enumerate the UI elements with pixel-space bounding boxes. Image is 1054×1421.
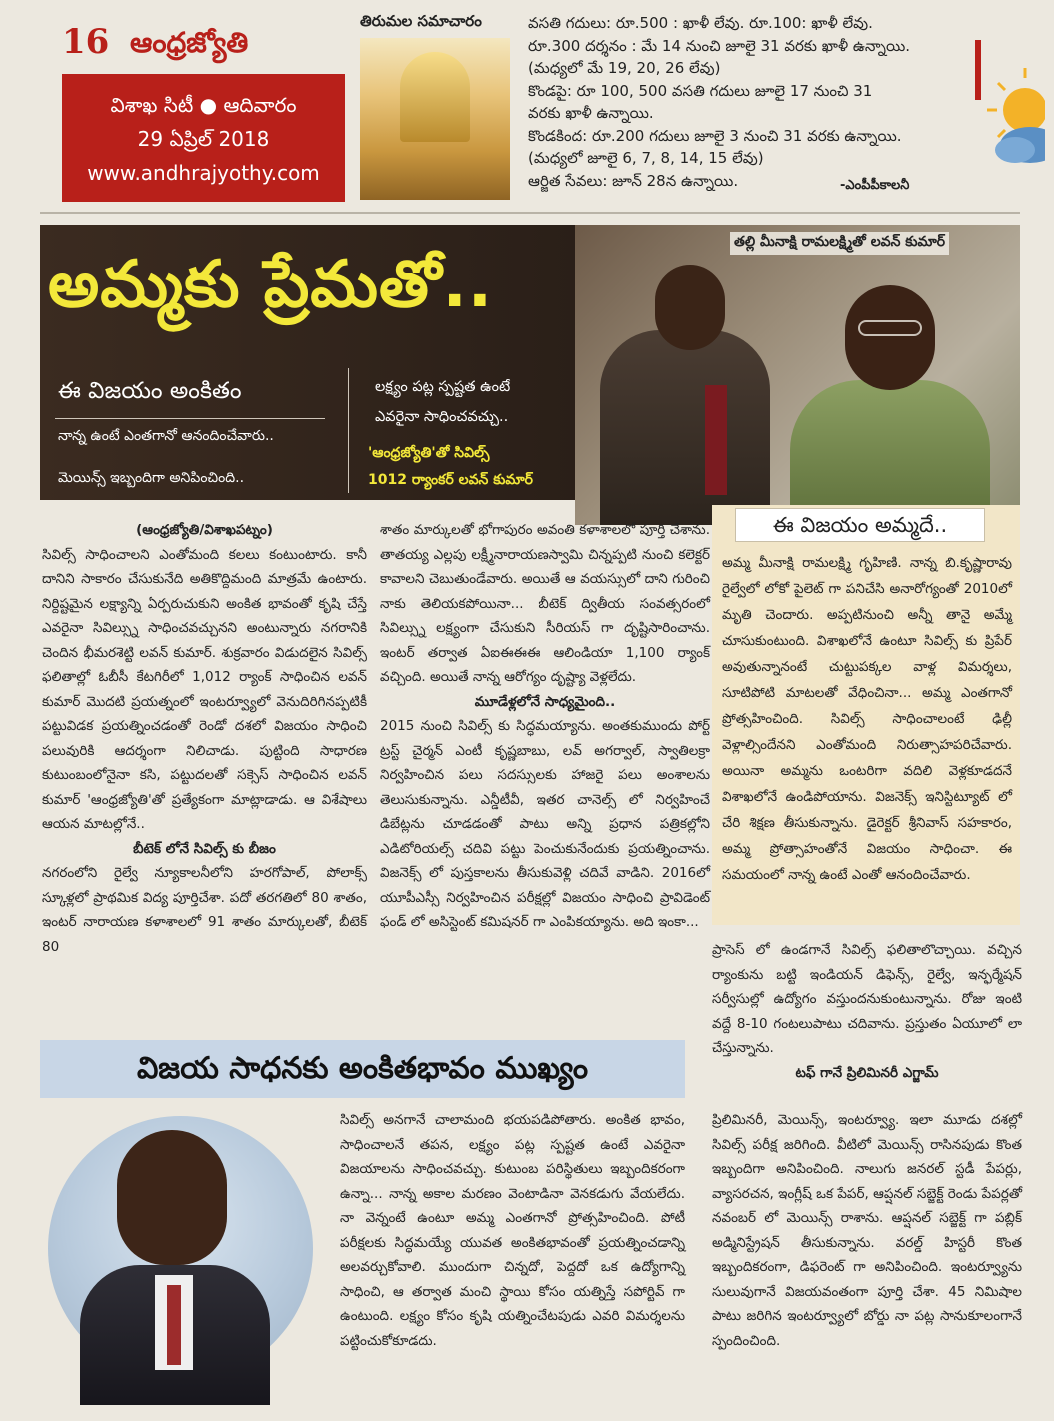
photo-man-tie xyxy=(705,385,727,495)
portrait-head xyxy=(117,1130,227,1265)
sidebar-text: అమ్మ మీనాక్షి రామలక్ష్మి గృహిణి. నాన్న బి.కృష్ణారావు రైల్వేలో లోకో పైలెట్ గా పనిచేసి అనారోగ్యంతో 2010లో మృతి చెందారు. అప్పటినుంచి అన్నీ తానై అమ్మే చూసుకుంటుంది. విశాఖలోనే ఉంటూ సివిల్స్ కు ప్రిపేర్ అవుతున్నానంటే చుట్టుపక్కల వాళ్ల విమర్శలు, సూటిపోటి మాటలతో వేధించినా... అమ్మ ఎంతగానో ప్రోత్సహించింది. సివిల్స్ సాధించాలంటే ఢిల్లీ వెళ్లాల్సిందేనని ఎంతోమంది నిరుత్సాహపరిచేవారు. అయినా అమ్మను ఒంటరిగా వదిలి వెళ్లకూడదనే విశాఖలోనే ఉండిపోయాను. విజనెక్స్ ఇనిస్టిట్యూట్ లో చేరి శిక్షణ తీసుకున్నాను. డైరెక్టర్ శ్రీనివాస్ సహకారం, అమ్మ ప్రోత్సాహంతోనే విజయం సాధించా. ఈ సమయంలో నాన్న ఉంటే ఎంతో ఆనందించేవారు. xyxy=(722,555,1012,883)
photo-woman-body xyxy=(790,380,990,525)
tirumala-credit: -ఎంపీపీకాలనీ xyxy=(840,178,910,193)
photo-woman-head xyxy=(845,285,935,390)
ranker-line: 'ఆంధ్రజ్యోతి'తో సివిల్స్ xyxy=(368,445,490,461)
tirumala-line: (మధ్యలో జూలై 6, 7, 8, 14, 15 లేవు) xyxy=(528,149,764,167)
article-paragraph: నగరంలోని రైల్వే న్యూకాలనీలోని హరగోపాల్, పోలాక్స్ స్కూళ్లలో ప్రాథమిక విద్య పూర్తిచేశా. పదో తరగతిలో 80 శాతం, ఇంటర్ నారాయణ కళాశాలలో 91 శాతం మార్కులతో, బీటెక్ 80 xyxy=(42,865,367,955)
tirumala-line: ఆర్జిత సేవలు: జూన్ 28న ఉన్నాయి. xyxy=(528,171,739,190)
subheading: మూడేళ్లలోనే సాధ్యమైంది.. xyxy=(474,693,616,710)
article-column-2 xyxy=(380,518,710,935)
edition-box xyxy=(62,74,345,202)
article-paragraph: ప్రాసెస్ లో ఉండగానే సివిల్స్ ఫలితాలొచ్చాయి. వచ్చిన ర్యాంకును బట్టి ఇండియన్ డిఫెన్స్, రైల్వే, ఇన్ఫర్మేషన్ సర్వీసుల్లో ఉద్యోగం వస్తుందనుకుంటున్నాను. రోజు ఇంటి వద్దే 8-10 గంటలుపాటు చదివాను. ప్రస్తుతం ఏయూలో లా చేస్తున్నాను. xyxy=(712,942,1022,1056)
tirumala-info xyxy=(528,12,948,192)
tirumala-line: వరకు ఖాళీ ఉన్నాయి. xyxy=(528,104,654,122)
website-link: www.andhrajyothy.com xyxy=(87,161,320,185)
hero-deck-line: మెయిన్స్ ఇబ్బందిగా అనిపించింది.. xyxy=(58,470,245,486)
article-column-1 xyxy=(42,518,367,959)
bottom-text: సివిల్స్ అనగానే చాలామంది భయపడిపోతారు. అంకిత భావం, సాధించాలనే తపన, లక్ష్యం పట్ల స్పష్టత ఉంటే ఎవరైనా విజయాలను సాధించవచ్చు. కుటుంబ పరిస్థితులు ఇబ్బందికరంగా ఉన్నా... నాన్న అకాల మరణం వెంటాడినా వెనకడుగు వేయలేదు. నా వెన్నంటే ఉంటూ అమ్మ ఎంతగానో ప్రోత్సహించింది. పోటీ పరీక్షలకు సిద్ధమయ్యే యువత అంకితభావంతో ప్రయత్నించడాన్ని అలవర్చుకోవాలి. ముందుగా చిన్నదో, పెద్దదో ఒక ఉద్యోగాన్ని సాధించి, ఆ తర్వాత మంచి స్థాయి కోసం యత్నిస్తే సపోర్టివ్ గా ఉంటుంది. లక్ష్యం కోసం కృషి యత్నించేటపుడు ఎవరి విమర్శలను పట్టించుకోకూడదు. xyxy=(340,1112,685,1349)
headline-kicker: ఈ విజయం అంకితం xyxy=(58,378,242,404)
sidebar-title: ఈ విజయం అమ్మదే.. xyxy=(735,508,985,542)
article-paragraph: సివిల్స్ సాధించాలని ఎంతోమంది కలలు కంటుంటారు. కానీ దానిని సాకారం చేసుకునేది అతికొద్దిమంది మాత్రమే ఉంటారు. నిర్దిష్టమైన లక్ష్యాన్ని ఏర్పరుచుకుని అంకిత భావంతో కృషి చేస్తే ఎవరైనా సివిల్స్ను సాధించవచ్చునని అంటున్నారు నగరానికి చెందిన భీమరశెట్టి లవన్ కుమార్. శుక్రవారం విడుదలైన సివిల్స్ ఫలితాల్లో ఓబీసీ కేటగిరీలో 1,012 ర్యాంక్ సాధించిన లవన్ కుమార్ మొదటి ప్రయత్నంలో ఇంటర్వ్యూలో వెనుదిరిగినప్పటికీ పట్టువిడక ప్రయత్నించడంతో రెండో దశలో విజయం సాధించి పలువురికి ఆదర్శంగా నిలిచాడు. పుట్టింది సాధారణ కుటుంబంలోనైనా కసి, పట్టుదలతో సక్సెస్ సాధించిన లవన్ కుమార్ 'ఆంధ్రజ్యోతి'తో ప్రత్యేకంగా మాట్లాడాడు. ఆ విశేషాలు ఆయన మాటల్లోనే.. xyxy=(42,546,367,832)
portrait-tie xyxy=(167,1285,181,1365)
edition-date: 29 ఏప్రిల్ 2018 xyxy=(137,127,270,151)
page-number: 16 xyxy=(62,22,110,62)
kicker-divider xyxy=(55,418,325,419)
pull-quote-line: లక్ష్యం పట్ల స్పష్టత ఉంటే xyxy=(375,379,511,395)
main-headline: అమ్మకు ప్రేమతో.. xyxy=(48,248,494,322)
tirumala-line: కొండపై: రూ 100, 500 వసతి గదులు జూలై 17 నుంచి 31 xyxy=(528,81,873,100)
article-paragraph: శాతం మార్కులతో భోగాపురం అవంతి కళాశాలలో పూర్తి చేశాను. తాతయ్య ఎల్లపు లక్ష్మీనారాయణస్వామి చిన్నప్పటి నుంచి కలెక్టర్ కావాలని చెబుతుండేవారు. అయితే ఆ వయస్సులో దాని గురించి నాకు తెలియకపోయినా... బీటెక్ ద్వితీయ సంవత్సరంలో సివిల్స్ను లక్ష్యంగా చేసుకుని సీరియస్ గా దృష్టిసారించాను. ఇంటర్ తర్వాత ఏఐఈఈఈ ఆలిండియా 1,100 ర్యాంక్ వచ్చింది. అయితే నాన్న ఆరోగ్యం దృష్ట్యా వెళ్లలేదు. xyxy=(380,522,710,685)
pull-quote-line: ఎవరైనా సాధించవచ్చు.. xyxy=(375,409,509,425)
edition-line: విశాఖ సిటీ ● ఆదివారం xyxy=(110,93,297,117)
ranker-line: 1012 ర్యాంకర్ లవన్ కుమార్ xyxy=(368,472,533,488)
photo-man-head xyxy=(655,265,725,350)
temple-dome-shape xyxy=(400,52,470,142)
hero-vertical-divider xyxy=(348,368,349,493)
article-paragraph: 2015 నుంచి సివిల్స్ కు సిద్ధమయ్యాను. అంతకుముందు పోర్ట్ ట్రస్ట్ చైర్మన్ ఎంటీ కృష్ణబాబు, లవ్ అగర్వాల్, స్వాతిలక్రా నిర్వహించిన పలు సదస్సులకు హాజరై పలు అంశాలను తెలుసుకున్నాను. ఎన్డీటీవీ, ఇతర చానెల్స్ లో నిర్వహించే డిబేట్లను చూడడంతో పాటు అన్ని ప్రధాన పత్రికల్లోని ఎడిటోరియల్స్ చదివి పట్టు పెంచుకునేందుకు ప్రయత్నించాను. విజనెక్స్ లో పుస్తకాలను తీసుకువెళ్లి చదివే వాడిని. 2016లో యూపీఎస్సీ నిర్వహించిన పరీక్షల్లో విజయం సాధించి ప్రావిడెంట్ ఫండ్ లో అసిస్టెంట్ కమిషనర్ గా ఎంపికయ్యాను. అది ఇంకా... xyxy=(380,718,710,930)
tirumala-line: వసతి గదులు: రూ.500 : ఖాళీ లేవు. రూ.100: ఖాళీ లేవు. xyxy=(528,14,873,32)
photo-caption: తల్లి మీనాక్షి రామలక్ష్మితో లవన్ కుమార్ xyxy=(730,232,949,255)
photo-woman-glasses xyxy=(858,320,922,336)
tirumala-line: రూ.300 దర్శనం : మే 14 నుంచి జూలై 31 వరకు ఖాళీ ఉన్నాయి. xyxy=(528,36,911,55)
dateline: (ఆంధ్రజ్యోతి/విశాఖపట్నం) xyxy=(136,522,273,538)
tirumala-title: తిరుమల సమాచారం xyxy=(360,12,482,30)
pull-quote xyxy=(375,372,510,432)
tirumala-line: (మధ్యలో మే 19, 20, 26 లేవు) xyxy=(528,59,721,77)
weather-icon xyxy=(975,40,1045,190)
article-column-5: ప్రిలిమినరీ, మెయిన్స్, ఇంటర్వ్యూ. ఇలా మూడు దశల్లో సివిల్స్ పరీక్ష జరిగింది. వీటిలో మెయిన్స్ రాసినపుడు కొంత ఇబ్బందిగా అనిపించింది. నాలుగు జనరల్ స్టడీ పేపర్లు, వ్యాసరచన, ఇంగ్లీష్ ఒక పేపర్, ఆప్షనల్ సబ్జెక్ట్ రెండు పేపర్లతో నవంబర్ లో మెయిన్స్ రాశాను. ఆప్షనల్ సబ్జెక్ట్ గా పబ్లిక్ అడ్మినిస్ట్రేషన్ తీసుకున్నాను. వరల్డ్ హిస్టరీ కొంత ఇబ్బందికరంగా, డిఫరెంట్ గా అనిపించింది. ఇంటర్వ్యూను సులువుగానే విజయవంతంగా పూర్తి చేశా. 45 నిమిషాల పాటు జరిగిన ఇంటర్వ్యూలో బోర్డు నా పట్ల సానుకూలంగానే స్పందించింది. xyxy=(712,1112,1022,1349)
hero-deck-line: నాన్న ఉంటే ఎంతగానో ఆనందించేవారు.. xyxy=(58,428,274,444)
bottom-section-title: విజయ సాధనకు అంకితభావం ముఖ్యం xyxy=(40,1040,685,1098)
article-column-3 xyxy=(712,938,1022,1085)
tirumala-line: కొండకింద: రూ.200 గదులు జూలై 3 నుంచి 31 వరకు ఉన్నాయి. xyxy=(528,126,902,145)
photo-man-body xyxy=(600,330,770,525)
masthead-logo: ఆంధ్రజ్యోతి xyxy=(130,26,249,59)
subheading: బీటెక్ లోనే సివిల్స్ కు బీజం xyxy=(133,840,276,857)
subheading: టఫ్ గానే ప్రిలిమినరీ ఎగ్జామ్ xyxy=(795,1064,939,1081)
header-divider xyxy=(40,212,1020,214)
